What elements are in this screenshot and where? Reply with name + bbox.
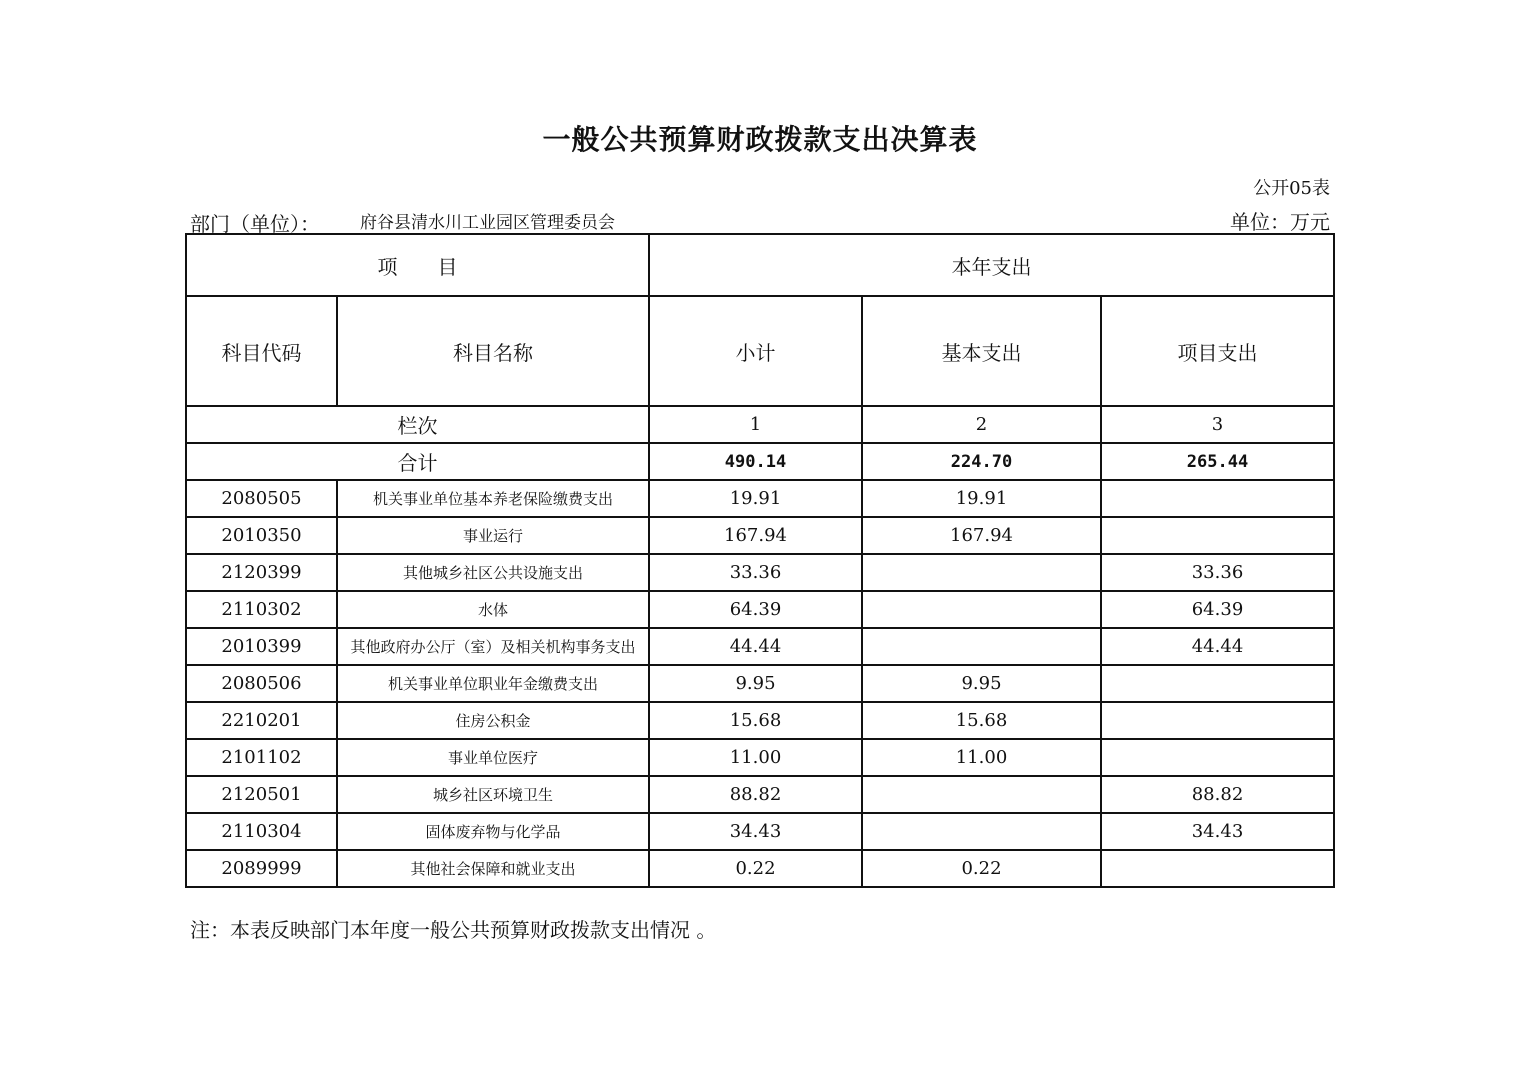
basic-cell: 167.94 [862,517,1101,554]
project-cell [1101,480,1334,517]
table-row [186,813,1334,850]
page-title: 一般公共预算财政拨款支出决算表 [542,123,978,156]
name-cell: 其他政府办公厅（室）及相关机构事务支出 [337,628,649,665]
name-cell: 水体 [337,591,649,628]
unit-label: 单位：万元 [1230,210,1330,234]
header-row-top [186,234,1334,296]
table-row [186,517,1334,554]
project-cell: 34.43 [1101,813,1334,850]
name-cell: 其他社会保障和就业支出 [337,850,649,887]
table-row [186,480,1334,517]
expenditure-table [185,233,1335,888]
department-name: 府谷县清水川工业园区管理委员会 [360,213,615,233]
header-current-year: 本年支出 [649,234,1334,296]
table-row [186,591,1334,628]
column-number-2: 2 [862,406,1101,443]
header-row-sub [186,296,1334,406]
subtotal-cell: 15.68 [649,702,862,739]
code-cell: 2010399 [186,628,337,665]
total-label: 合计 [186,443,649,480]
header-name: 科目名称 [337,296,649,406]
project-cell [1101,702,1334,739]
table-row [186,739,1334,776]
code-cell: 2120399 [186,554,337,591]
column-number-1: 1 [649,406,862,443]
code-cell: 2080505 [186,480,337,517]
table-row [186,850,1334,887]
name-cell: 住房公积金 [337,702,649,739]
header-item: 项 目 [186,234,649,296]
code-cell: 2101102 [186,739,337,776]
basic-cell [862,776,1101,813]
basic-cell: 19.91 [862,480,1101,517]
column-number-label: 栏次 [186,406,649,443]
basic-cell [862,813,1101,850]
code-cell: 2080506 [186,665,337,702]
basic-cell [862,554,1101,591]
project-cell [1101,739,1334,776]
code-cell: 2010350 [186,517,337,554]
total-project: 265.44 [1101,443,1334,480]
table-row [186,628,1334,665]
name-cell: 城乡社区环境卫生 [337,776,649,813]
project-cell: 88.82 [1101,776,1334,813]
subtotal-cell: 88.82 [649,776,862,813]
name-cell: 固体废弃物与化学品 [337,813,649,850]
project-cell: 44.44 [1101,628,1334,665]
project-cell [1101,517,1334,554]
subtotal-cell: 44.44 [649,628,862,665]
code-cell: 2110302 [186,591,337,628]
table-row [186,554,1334,591]
subtotal-cell: 0.22 [649,850,862,887]
basic-cell: 11.00 [862,739,1101,776]
project-cell [1101,665,1334,702]
total-row [186,443,1334,480]
basic-cell: 15.68 [862,702,1101,739]
footnote: 注：本表反映部门本年度一般公共预算财政拨款支出情况 。 [190,918,717,942]
column-number-3: 3 [1101,406,1334,443]
project-cell [1101,850,1334,887]
code-cell: 2089999 [186,850,337,887]
code-cell: 2120501 [186,776,337,813]
basic-cell [862,628,1101,665]
total-subtotal: 490.14 [649,443,862,480]
form-number: 公开05表 [1253,178,1330,199]
header-project: 项目支出 [1101,296,1334,406]
code-cell: 2210201 [186,702,337,739]
table-row [186,702,1334,739]
name-cell: 其他城乡社区公共设施支出 [337,554,649,591]
subtotal-cell: 64.39 [649,591,862,628]
column-number-row [186,406,1334,443]
basic-cell: 0.22 [862,850,1101,887]
project-cell: 33.36 [1101,554,1334,591]
total-basic: 224.70 [862,443,1101,480]
department-label: 部门（单位）： [190,212,320,236]
subtotal-cell: 34.43 [649,813,862,850]
name-cell: 机关事业单位基本养老保险缴费支出 [337,480,649,517]
header-basic: 基本支出 [862,296,1101,406]
header-code: 科目代码 [186,296,337,406]
basic-cell [862,591,1101,628]
basic-cell: 9.95 [862,665,1101,702]
name-cell: 事业单位医疗 [337,739,649,776]
subtotal-cell: 19.91 [649,480,862,517]
name-cell: 机关事业单位职业年金缴费支出 [337,665,649,702]
project-cell: 64.39 [1101,591,1334,628]
table-row [186,665,1334,702]
code-cell: 2110304 [186,813,337,850]
table-row [186,776,1334,813]
subtotal-cell: 11.00 [649,739,862,776]
header-subtotal: 小计 [649,296,862,406]
subtotal-cell: 9.95 [649,665,862,702]
subtotal-cell: 167.94 [649,517,862,554]
subtotal-cell: 33.36 [649,554,862,591]
name-cell: 事业运行 [337,517,649,554]
